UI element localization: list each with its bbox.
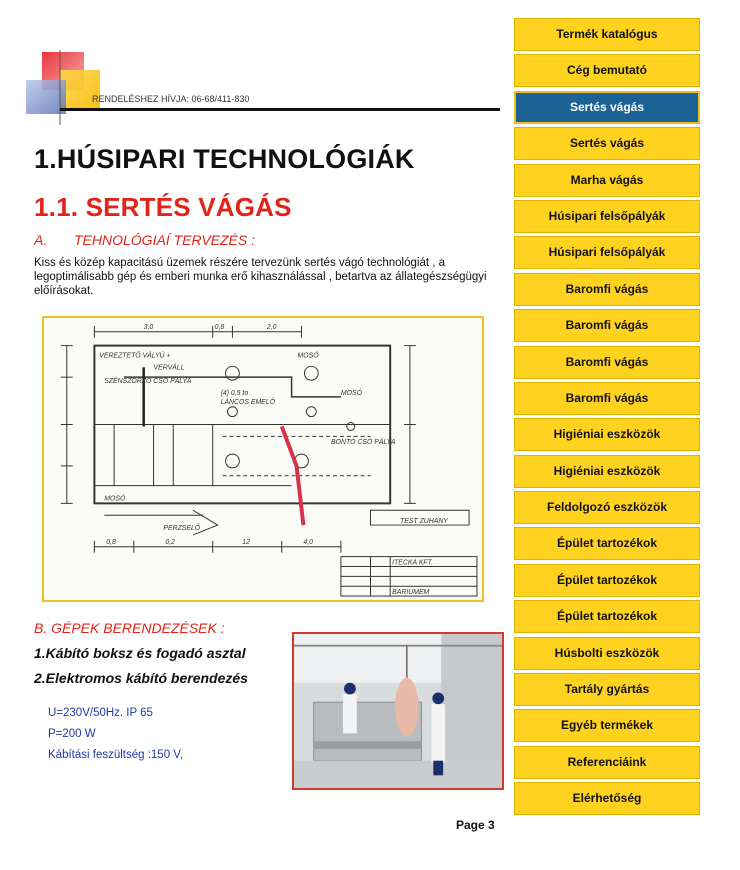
sidebar-item-19[interactable]: Tartály gyártás	[514, 673, 700, 706]
label-moso-3: MOSÓ	[104, 495, 126, 503]
sidebar-item-2[interactable]: Cég bemutató	[514, 54, 700, 87]
sidebar-item-8[interactable]: Baromfi vágás	[514, 273, 700, 306]
drawing-svg	[44, 318, 482, 600]
label-lancos-emelo: LÁNCOS EMELŐ	[220, 398, 275, 406]
sidebar-item-17[interactable]: Épület tartozékok	[514, 600, 700, 633]
label-moso-2: MOSÓ	[340, 389, 362, 397]
dim-bottom-4: 4,0	[303, 538, 314, 546]
dim-bottom-2: 0,2	[165, 538, 175, 546]
dim-top-1: 3,0	[143, 323, 154, 331]
equipment-item-2: 2.Elektromos kábító berendezés	[34, 670, 248, 686]
section-title: 1.1. SERTÉS VÁGÁS	[34, 192, 292, 222]
sidebar-item-13[interactable]: Higiéniai eszközök	[514, 455, 700, 488]
sidebar-item-14[interactable]: Feldolgozó eszközök	[514, 491, 700, 524]
sidebar-item-11[interactable]: Baromfi vágás	[514, 382, 700, 415]
header-divider	[60, 108, 500, 111]
sidebar-item-10[interactable]: Baromfi vágás	[514, 346, 700, 379]
sidebar-nav	[514, 18, 700, 819]
sidebar-item-9[interactable]: Baromfi vágás	[514, 309, 700, 342]
label-szenszorzo: SZÉNSZŐRZŐ CSÓ PÁLYA	[104, 378, 192, 386]
subsection-a-text: TEHNOLÓGIAÍ TERVEZÉS :	[74, 232, 256, 248]
sidebar-item-1[interactable]: Termék katalógus	[514, 18, 700, 51]
label-verezteto: VEREZTETŐ VÁLYÚ +	[99, 352, 171, 360]
label-perzselo: PERZSELŐ	[163, 524, 201, 532]
label-vervall: VERVÁLL	[153, 364, 185, 372]
page-number: Page 3	[456, 818, 495, 832]
sidebar-item-22[interactable]: Elérhetőség	[514, 782, 700, 815]
dim-top-3: 2,0	[266, 323, 277, 331]
page-title: 1.HÚSIPARI TECHNOLÓGIÁK	[34, 144, 415, 174]
intro-paragraph: Kiss és közép kapacitású üzemek részére tervezünk sertés vágó technológiát , a legoptimálisabb gép és emberi munka erő kihasználással , betartva az állategészségügyi előírásokat.	[34, 257, 487, 297]
label-moso-1: MOSÓ	[297, 352, 319, 360]
sidebar-item-16[interactable]: Épület tartozékok	[514, 564, 700, 597]
sidebar-item-5[interactable]: Marha vágás	[514, 164, 700, 197]
sidebar-item-18[interactable]: Húsbolti eszközök	[514, 637, 700, 670]
sidebar-item-21[interactable]: Referenciáink	[514, 746, 700, 779]
subsection-b-title: B. GÉPEK BERENDEZÉSEK :	[34, 620, 225, 636]
label-signature: BARIUMEM	[392, 589, 430, 597]
sidebar-item-15[interactable]: Épület tartozékok	[514, 527, 700, 560]
technical-drawing	[42, 316, 484, 602]
subsection-a-title	[34, 232, 255, 248]
label-bonto: BONTÓ CSÓ PÁLYA	[331, 439, 396, 447]
order-phone-line: RENDELÉSHEZ HÍVJA: 06-68/411-830	[92, 94, 250, 104]
spec-stun-voltage: Kábítási feszültség :150 V,	[48, 749, 184, 761]
equipment-item-1: 1.Kábító boksz és fogadó asztal	[34, 645, 246, 661]
sidebar-item-6[interactable]: Húsipari felsőpályák	[514, 200, 700, 233]
slaughterhouse-photo	[292, 632, 504, 790]
sidebar-item-3[interactable]: Sertés vágás	[514, 91, 700, 124]
sidebar-item-7[interactable]: Húsipari felsőpályák	[514, 236, 700, 269]
dim-top-2: 0,8	[214, 323, 225, 331]
sidebar-item-4[interactable]: Sertés vágás	[514, 127, 700, 160]
spec-voltage: U=230V/50Hz. IP 65	[48, 707, 153, 719]
dim-bottom-1: 0,8	[106, 538, 116, 546]
label-05to: (4) 0,5 to	[220, 389, 249, 397]
sidebar-item-20[interactable]: Egyéb termékek	[514, 709, 700, 742]
subsection-a-letter: A.	[34, 232, 48, 248]
dim-bottom-3: 12	[242, 538, 250, 546]
label-test-zuhany: TEST ZUHANY	[400, 518, 448, 526]
spec-power: P=200 W	[48, 728, 96, 740]
label-company: ITECKA KFT.	[392, 559, 434, 567]
company-logo	[22, 50, 102, 125]
sidebar-item-12[interactable]: Higiéniai eszközök	[514, 418, 700, 451]
